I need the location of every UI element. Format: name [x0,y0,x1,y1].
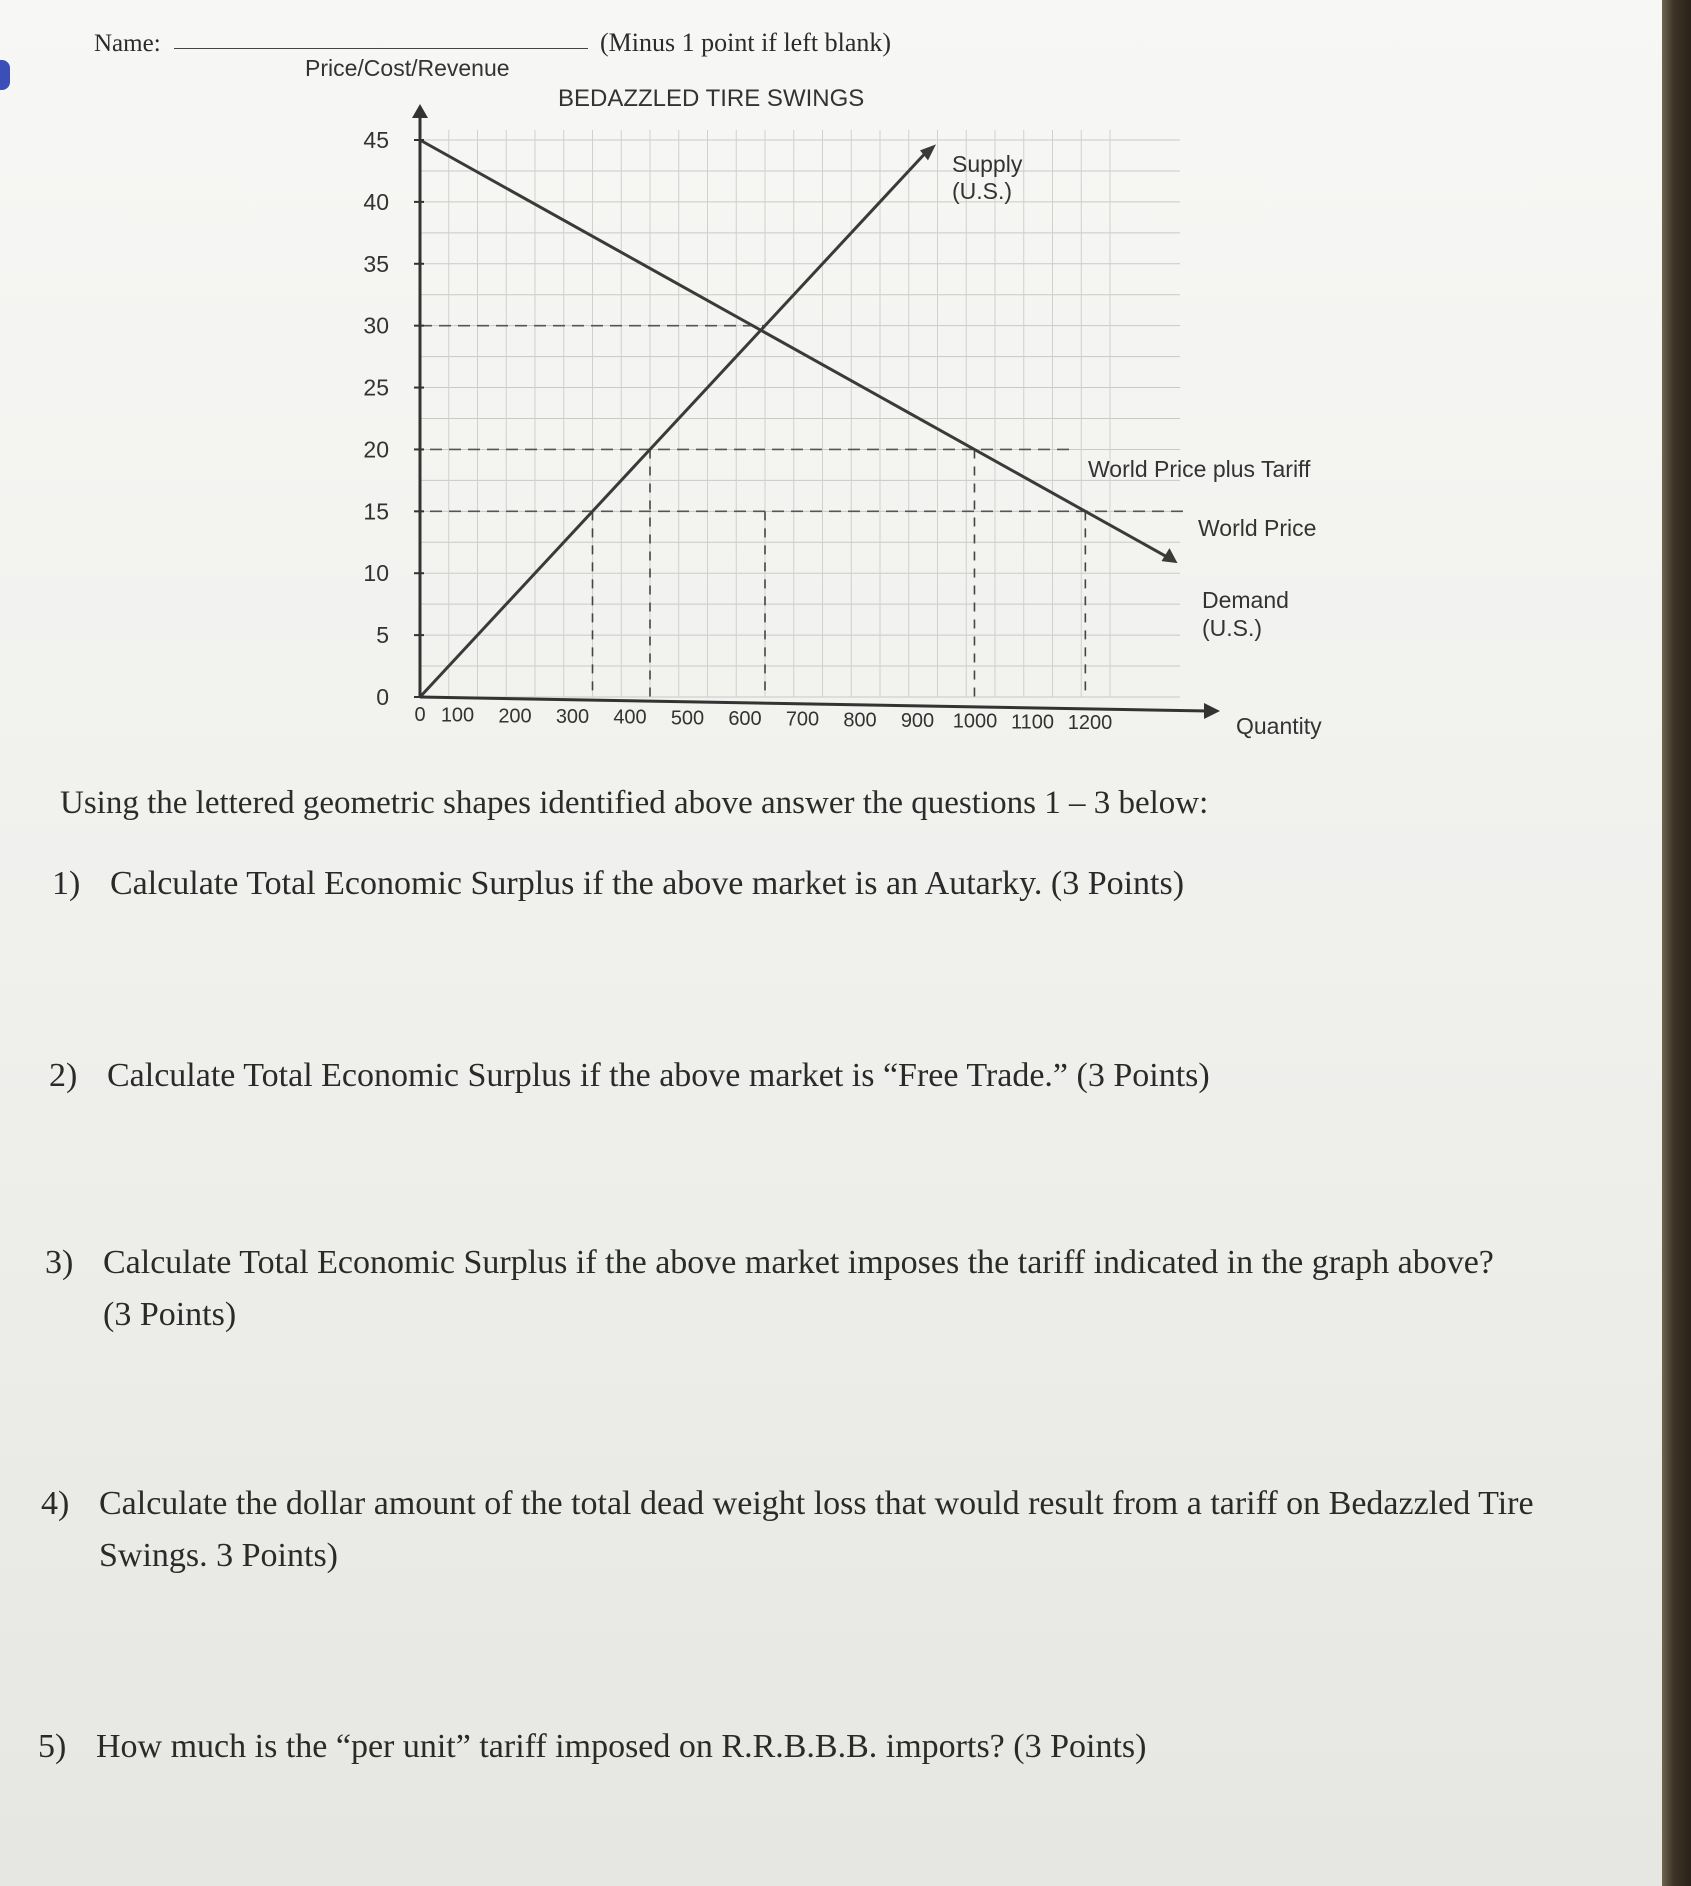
question-2 [49,1050,1210,1102]
y-tick-label: 45 [363,127,389,153]
y-tick-label: 10 [363,560,389,587]
question-1 [52,858,1185,910]
x-tick-label: 0 [414,704,426,726]
world-price-tariff-label: World Price plus Tariff [1088,456,1311,482]
x-tick-label: 100 [440,704,475,727]
instructions-text: Using the lettered geometric shapes identified above answer the questions 1 – 3 below: [60,785,1209,821]
question-text-cont: (3 Points) [103,1296,237,1333]
question-number: 1) [52,865,81,902]
question-text: Calculate Total Economic Surplus if the above market is “Free Trade.” (3 Points) [107,1057,1210,1094]
demand-label-2: (U.S.) [1202,615,1263,641]
x-tick-label: 500 [670,707,705,730]
x-tick-label: 600 [728,708,762,730]
y-tick-label: 0 [376,684,389,710]
x-tick-label: 900 [900,710,935,732]
supply-label-2: (U.S.) [952,178,1013,204]
y-tick-label: 35 [363,250,389,277]
tick-labels [363,127,1112,734]
question-number: 2) [49,1057,78,1094]
y-tick-label: 20 [363,436,389,463]
question-4 [41,1478,1534,1582]
question-number: 4) [41,1485,70,1522]
chart-grid [420,130,1180,697]
name-label: Name: [94,30,161,57]
x-tick-label: 1000 [952,710,998,733]
x-axis-arrow [1204,703,1220,719]
x-tick-label: 200 [498,705,532,728]
question-text: How much is the “per unit” tariff imposed on R.R.B.B.B. imports? (3 Points) [96,1728,1147,1765]
question-text: Calculate Total Economic Surplus if the above market is an Autarky. (3 Points) [110,865,1185,902]
x-tick-label: 1100 [1010,711,1055,734]
world-price-label: World Price [1198,515,1317,541]
question-5 [38,1721,1147,1773]
x-tick-label: 400 [613,706,647,729]
blank-penalty-note: (Minus 1 point if left blank) [600,28,892,57]
x-tick-label: 700 [785,708,820,731]
question-text: Calculate the dollar amount of the total dead weight loss that would result from a tariff on Bedazzled Tire [99,1485,1534,1522]
x-axis-label: Quantity [1236,713,1322,739]
question-text: Calculate Total Economic Surplus if the above market imposes the tariff indicated in the graph above? [103,1244,1494,1281]
y-tick-label: 15 [363,498,389,525]
y-axis-label: Price/Cost/Revenue [305,55,510,81]
y-axis-arrow [412,104,428,118]
x-tick-label: 800 [843,709,877,732]
y-tick-label: 5 [376,622,389,649]
demand-label-1: Demand [1202,587,1289,613]
question-number: 5) [38,1728,67,1765]
x-tick-label: 300 [555,706,590,728]
chart-axes [412,104,1220,719]
y-tick-label: 40 [363,188,389,215]
question-number: 3) [45,1244,74,1281]
x-tick-label: 1200 [1067,712,1113,734]
supply-demand-chart [0,0,1691,760]
chart-title: BEDAZZLED TIRE SWINGS [558,85,865,112]
supply-label-1: Supply [952,151,1023,177]
y-tick-label: 25 [363,374,389,401]
y-tick-label: 30 [363,312,389,339]
supply-line [420,152,926,697]
question-3 [45,1237,1494,1341]
question-text-cont: Swings. 3 Points) [99,1537,338,1574]
